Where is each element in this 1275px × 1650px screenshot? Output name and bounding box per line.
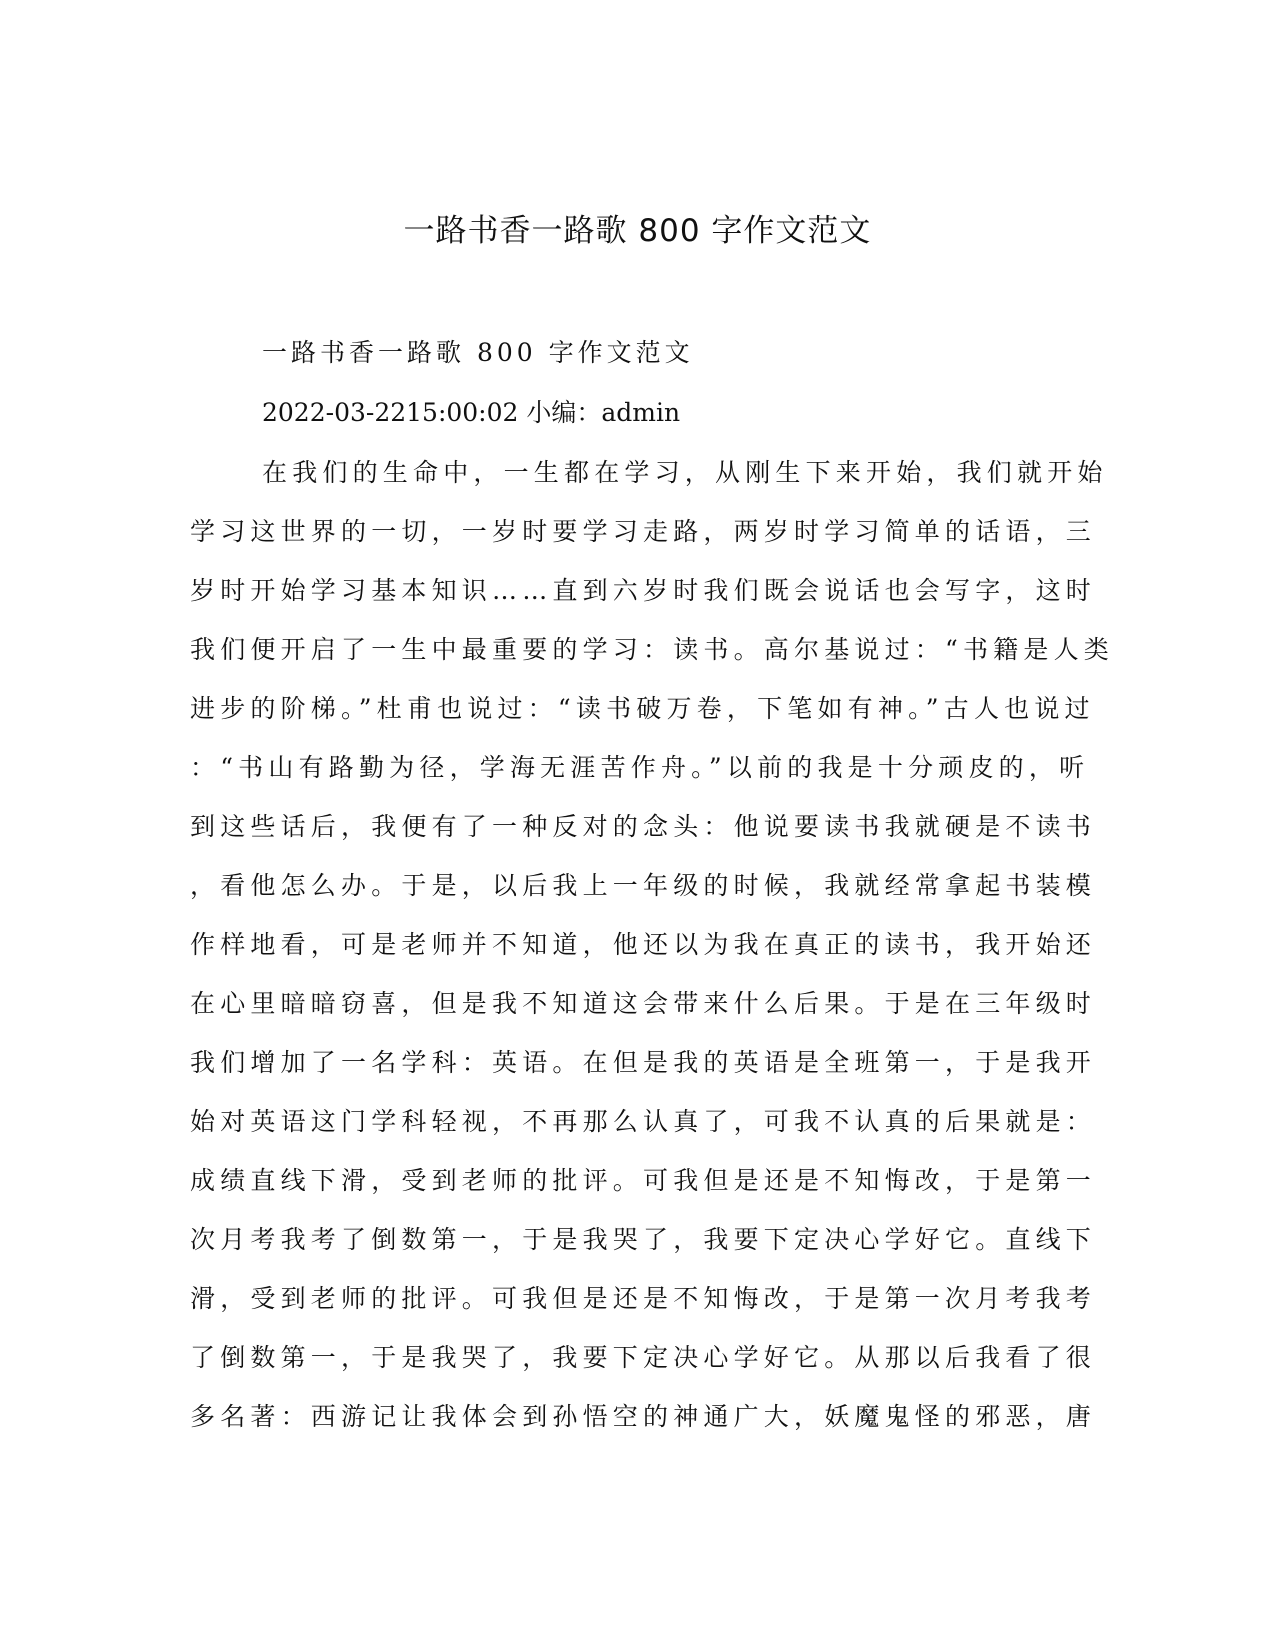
body-line: ，看他怎么办。于是，以后我上一年级的时候，我就经常拿起书装模 xyxy=(190,871,1097,900)
body-line: 始对英语这门学科轻视，不再那么认真了，可我不认真的后果就是： xyxy=(190,1107,1097,1136)
body-line: 次月考我考了倒数第一，于是我哭了，我要下定决心学好它。直线下 xyxy=(190,1225,1097,1254)
body-line: 成绩直线下滑，受到老师的批评。可我但是还是不知悔改，于是第一 xyxy=(190,1166,1097,1195)
body-line: 我们便开启了一生中最重要的学习：读书。高尔基说过：“书籍是人类 xyxy=(190,635,1114,664)
body-line: 作样地看，可是老师并不知道，他还以为我在真正的读书，我开始还 xyxy=(190,930,1097,959)
publish-meta: 2022-03-2215:00:02 小编：admin xyxy=(262,398,681,427)
body-line: 岁时开始学习基本知识……直到六岁时我们既会说话也会写字，这时 xyxy=(190,576,1097,605)
body-line: 到这些话后，我便有了一种反对的念头：他说要读书我就硬是不读书 xyxy=(190,812,1097,841)
body-line: 学习这世界的一切，一岁时要学习走路，两岁时学习简单的话语，三 xyxy=(190,517,1097,546)
body-line: 滑，受到老师的批评。可我但是还是不知悔改，于是第一次月考我考 xyxy=(190,1284,1097,1313)
body-line: 多名著：西游记让我体会到孙悟空的神通广大，妖魔鬼怪的邪恶，唐 xyxy=(190,1402,1097,1431)
document-title: 一路书香一路歌 800 字作文范文 xyxy=(403,213,872,249)
body-line: 我们增加了一名学科：英语。在但是我的英语是全班第一，于是我开 xyxy=(190,1048,1097,1077)
body-line: ：“书山有路勤为径，学海无涯苦作舟。”以前的我是十分顽皮的，听 xyxy=(190,753,1090,782)
body-line: 在心里暗暗窃喜，但是我不知道这会带来什么后果。于是在三年级时 xyxy=(190,989,1097,1018)
body-line: 在我们的生命中，一生都在学习，从刚生下来开始，我们就开始 xyxy=(262,458,1108,487)
document-subtitle: 一路书香一路歌 800 字作文范文 xyxy=(262,338,694,367)
body-line: 进步的阶梯。”杜甫也说过：“读书破万卷，下笔如有神。”古人也说过 xyxy=(190,694,1095,723)
body-line: 了倒数第一，于是我哭了，我要下定决心学好它。从那以后我看了很 xyxy=(190,1343,1097,1372)
